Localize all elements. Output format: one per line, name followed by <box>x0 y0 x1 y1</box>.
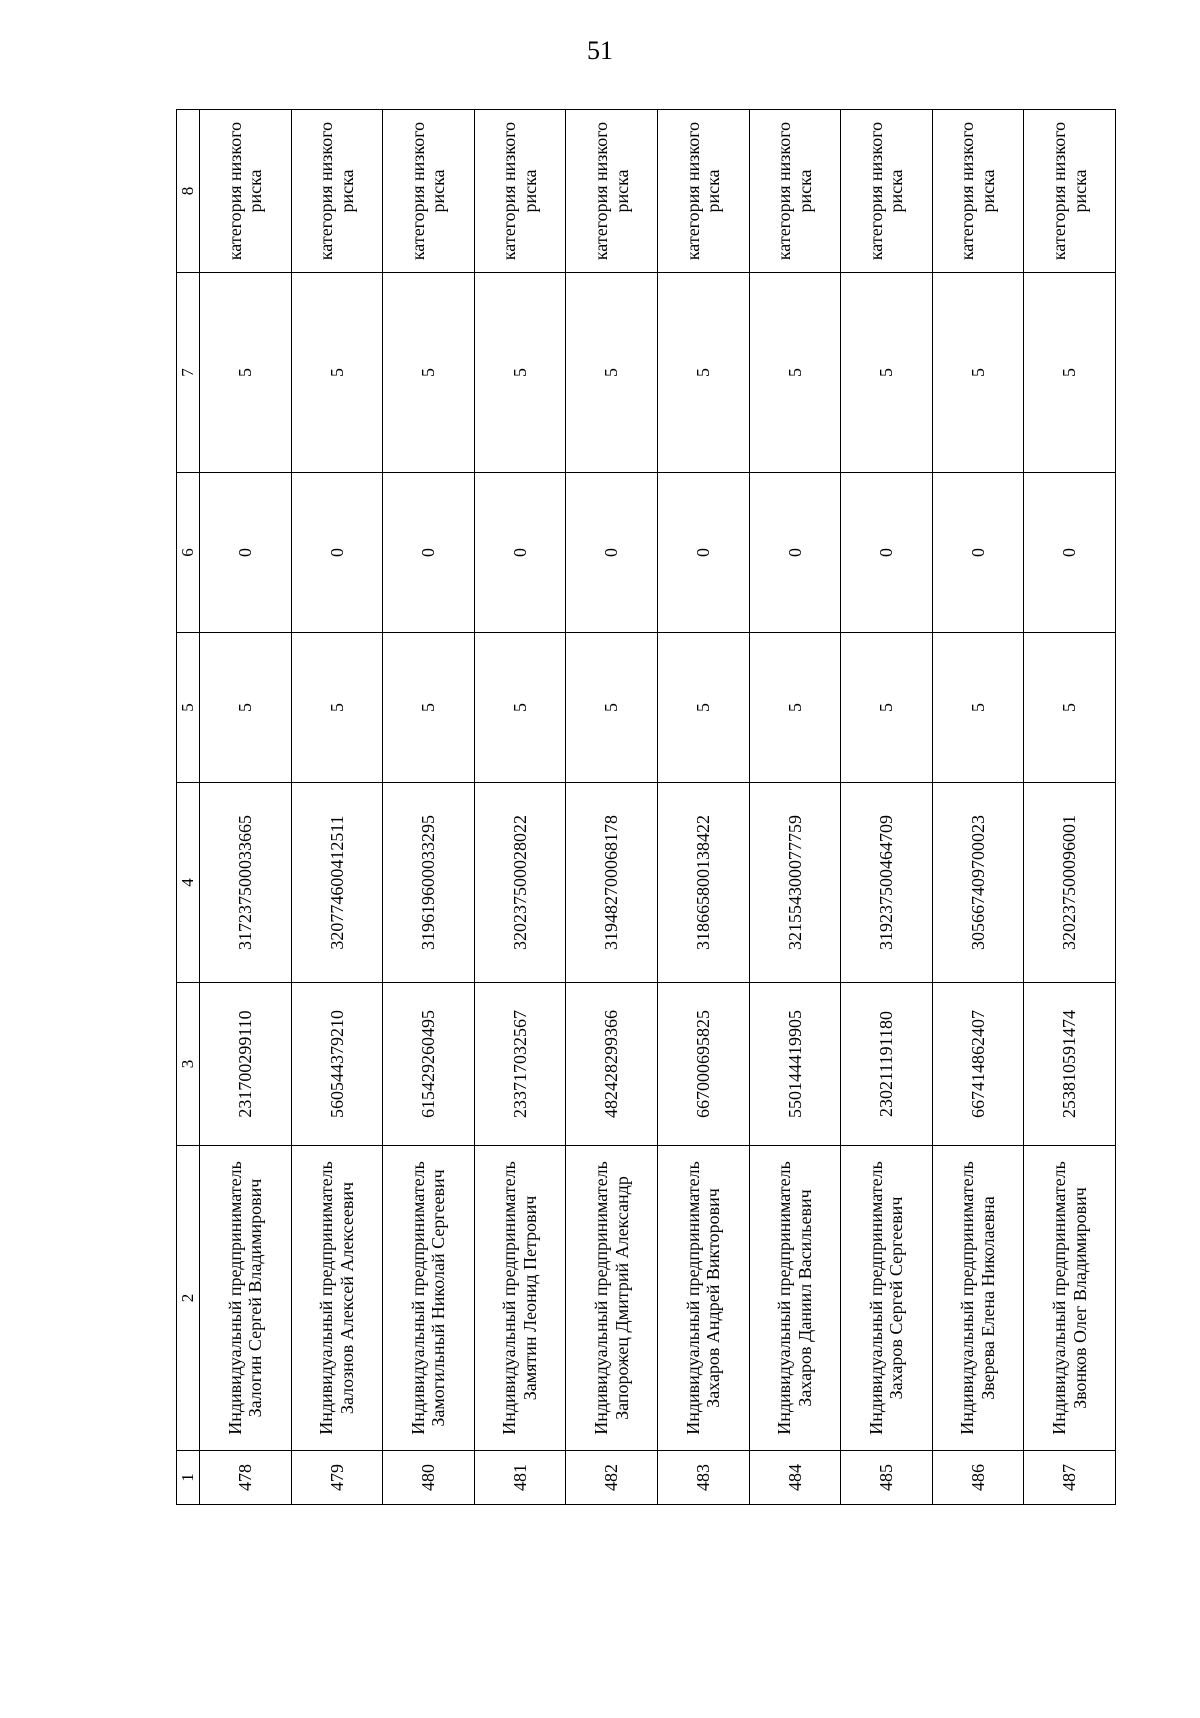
col7-cell: 5 <box>657 273 749 473</box>
row-number: 483 <box>657 1451 749 1505</box>
ogrn-cell: 320237500096001 <box>1024 783 1116 983</box>
col7-cell: 5 <box>383 273 475 473</box>
table-row <box>932 110 1024 1505</box>
inn-cell: 482428299366 <box>566 983 658 1146</box>
col6-cell: 0 <box>566 473 658 633</box>
col7-cell: 5 <box>749 273 841 473</box>
inn-cell: 615429260495 <box>383 983 475 1146</box>
col5-cell: 5 <box>383 633 475 783</box>
inn-cell: 550144419905 <box>749 983 841 1146</box>
entrepreneur-name: Индивидуальный предприниматель Замогильный Николай Сергеевич <box>383 1146 475 1451</box>
header-cell: 2 <box>177 1146 200 1451</box>
ogrn-cell: 319482700068178 <box>566 783 658 983</box>
table-row <box>291 110 383 1505</box>
ogrn-cell: 320237500028022 <box>474 783 566 983</box>
risk-category: категория низкого риска <box>383 110 475 273</box>
col7-cell: 5 <box>200 273 292 473</box>
entrepreneur-name: Индивидуальный предприниматель Залознов Алексей Алексеевич <box>291 1146 383 1451</box>
page-number: 51 <box>587 36 613 65</box>
entrepreneur-name: Индивидуальный предприниматель Захаров Сергей Сергеевич <box>841 1146 933 1451</box>
risk-category: категория низкого риска <box>932 110 1024 273</box>
header-cell: 1 <box>177 1451 200 1505</box>
inn-cell: 233717032567 <box>474 983 566 1146</box>
col7-cell: 5 <box>932 273 1024 473</box>
row-number: 481 <box>474 1451 566 1505</box>
col5-cell: 5 <box>566 633 658 783</box>
col6-cell: 0 <box>749 473 841 633</box>
rotated-table-wrapper <box>176 110 1116 1505</box>
col5-cell: 5 <box>749 633 841 783</box>
risk-category: категория низкого риска <box>200 110 292 273</box>
table-row <box>474 110 566 1505</box>
col7-cell: 5 <box>1024 273 1116 473</box>
col7-cell: 5 <box>291 273 383 473</box>
row-number: 478 <box>200 1451 292 1505</box>
inn-cell: 253810591474 <box>1024 983 1116 1146</box>
risk-category: категория низкого риска <box>291 110 383 273</box>
row-number: 480 <box>383 1451 475 1505</box>
table-row <box>841 110 933 1505</box>
row-number: 485 <box>841 1451 933 1505</box>
col5-cell: 5 <box>200 633 292 783</box>
risk-category: категория низкого риска <box>749 110 841 273</box>
col6-cell: 0 <box>1024 473 1116 633</box>
ogrn-cell: 320774600412511 <box>291 783 383 983</box>
inn-cell: 667414862407 <box>932 983 1024 1146</box>
col6-cell: 0 <box>657 473 749 633</box>
col6-cell: 0 <box>932 473 1024 633</box>
ogrn-cell: 319619600033295 <box>383 783 475 983</box>
table-row <box>566 110 658 1505</box>
inn-cell: 230211191180 <box>841 983 933 1146</box>
registry-table <box>176 109 1116 1505</box>
table-row <box>1024 110 1116 1505</box>
col5-cell: 5 <box>841 633 933 783</box>
table-row <box>749 110 841 1505</box>
row-number: 486 <box>932 1451 1024 1505</box>
row-number: 487 <box>1024 1451 1116 1505</box>
header-row <box>177 110 200 1505</box>
entrepreneur-name: Индивидуальный предприниматель Замятин Леонид Петрович <box>474 1146 566 1451</box>
row-number: 482 <box>566 1451 658 1505</box>
row-number: 484 <box>749 1451 841 1505</box>
row-number: 479 <box>291 1451 383 1505</box>
col5-cell: 5 <box>1024 633 1116 783</box>
entrepreneur-name: Индивидуальный предприниматель Захаров Андрей Викторович <box>657 1146 749 1451</box>
ogrn-cell: 305667409700023 <box>932 783 1024 983</box>
col6-cell: 0 <box>841 473 933 633</box>
risk-category: категория низкого риска <box>657 110 749 273</box>
entrepreneur-name: Индивидуальный предприниматель Зверева Елена Николаевна <box>932 1146 1024 1451</box>
col7-cell: 5 <box>566 273 658 473</box>
inn-cell: 231700299110 <box>200 983 292 1146</box>
header-cell: 8 <box>177 110 200 273</box>
risk-category: категория низкого риска <box>566 110 658 273</box>
inn-cell: 560544379210 <box>291 983 383 1146</box>
ogrn-cell: 321554300077759 <box>749 783 841 983</box>
ogrn-cell: 318665800138422 <box>657 783 749 983</box>
inn-cell: 667000695825 <box>657 983 749 1146</box>
col5-cell: 5 <box>932 633 1024 783</box>
col6-cell: 0 <box>474 473 566 633</box>
table-row <box>657 110 749 1505</box>
entrepreneur-name: Индивидуальный предприниматель Залогин Сергей Владимирович <box>200 1146 292 1451</box>
risk-category: категория низкого риска <box>841 110 933 273</box>
header-cell: 6 <box>177 473 200 633</box>
col5-cell: 5 <box>291 633 383 783</box>
table-row <box>200 110 292 1505</box>
col5-cell: 5 <box>474 633 566 783</box>
header-cell: 3 <box>177 983 200 1146</box>
entrepreneur-name: Индивидуальный предприниматель Захаров Даниил Васильевич <box>749 1146 841 1451</box>
col6-cell: 0 <box>291 473 383 633</box>
risk-category: категория низкого риска <box>1024 110 1116 273</box>
col7-cell: 5 <box>474 273 566 473</box>
header-cell: 4 <box>177 783 200 983</box>
col7-cell: 5 <box>841 273 933 473</box>
header-cell: 7 <box>177 273 200 473</box>
entrepreneur-name: Индивидуальный предприниматель Запорожец Дмитрий Александр <box>566 1146 658 1451</box>
entrepreneur-name: Индивидуальный предприниматель Звонков Олег Владимирович <box>1024 1146 1116 1451</box>
col6-cell: 0 <box>383 473 475 633</box>
col5-cell: 5 <box>657 633 749 783</box>
table-row <box>383 110 475 1505</box>
header-cell: 5 <box>177 633 200 783</box>
ogrn-cell: 319237500464709 <box>841 783 933 983</box>
ogrn-cell: 317237500033665 <box>200 783 292 983</box>
risk-category: категория низкого риска <box>474 110 566 273</box>
col6-cell: 0 <box>200 473 292 633</box>
